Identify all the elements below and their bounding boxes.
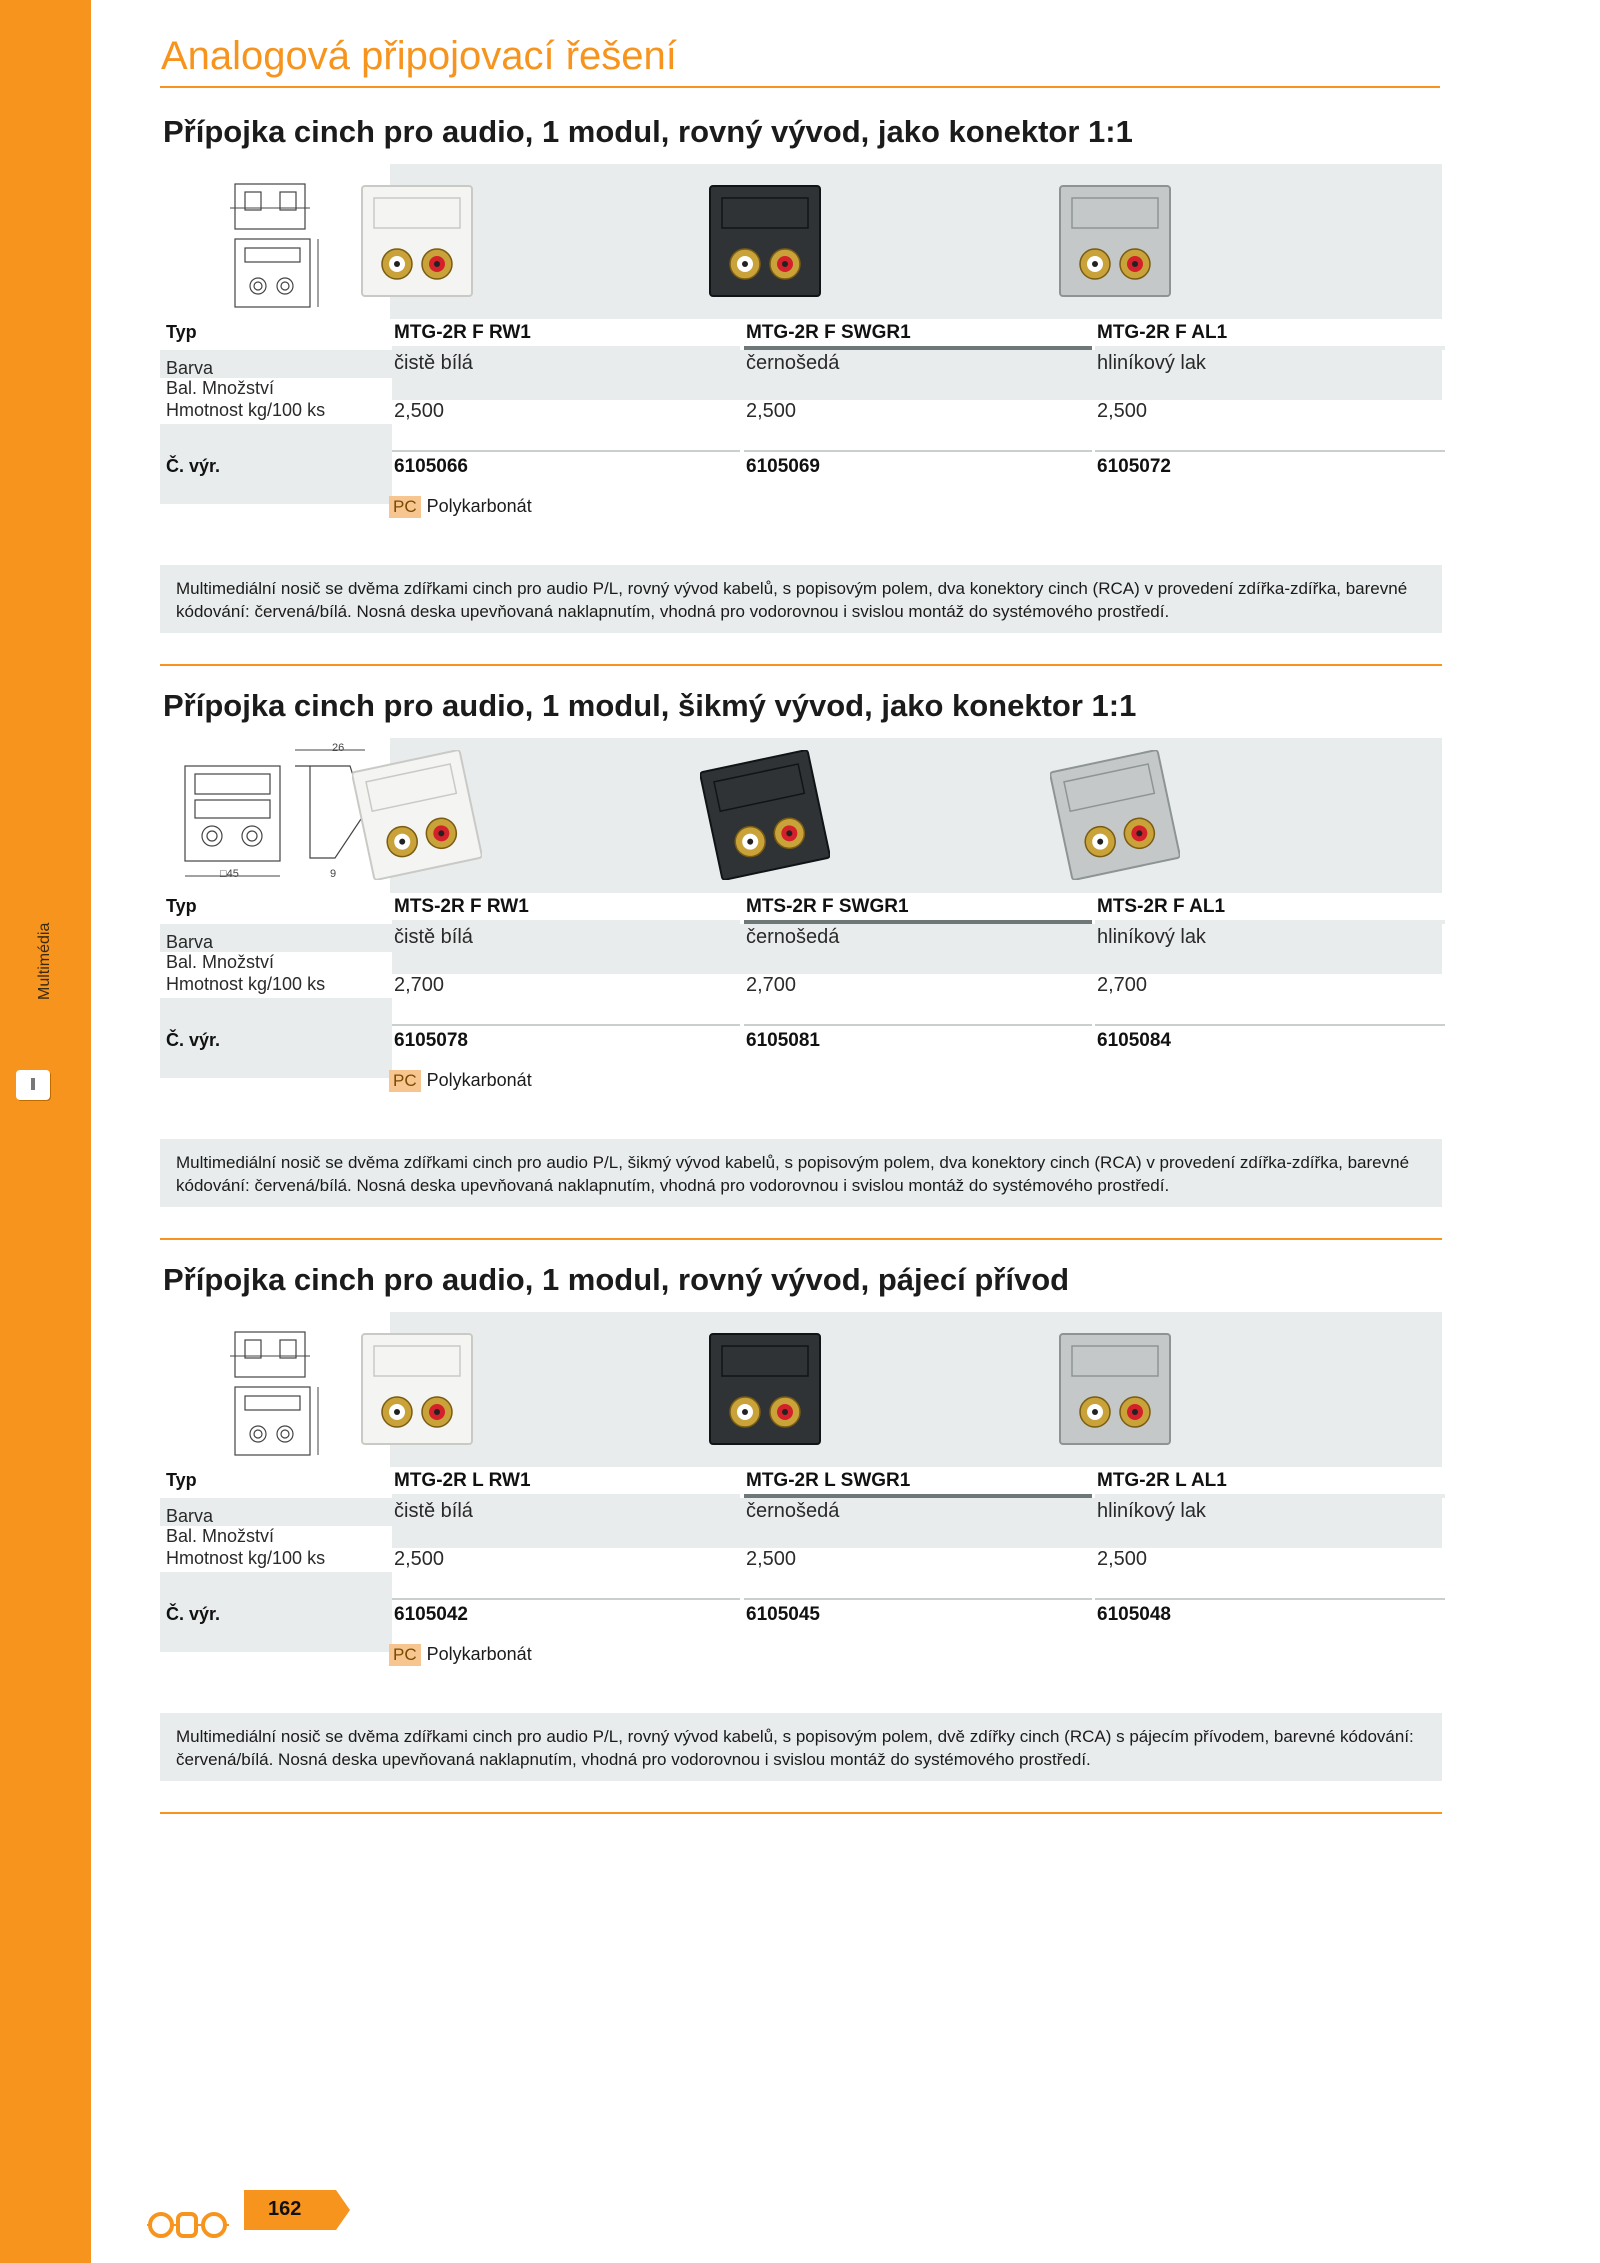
artno-label: Č. výr. (166, 456, 221, 476)
image-row (160, 738, 1442, 893)
spec-row-artno (160, 1604, 1442, 1630)
type-label: Typ (166, 1470, 197, 1490)
product-weight: 2,700 (1097, 974, 1148, 996)
page-number: 162 (268, 2198, 302, 2220)
article-number: 6105042 (394, 1604, 468, 1625)
product-weight: 2,500 (746, 1548, 797, 1570)
material-info (389, 1070, 532, 1092)
article-number: 6105069 (746, 456, 820, 477)
color-label: Barva (166, 932, 214, 952)
spec-row-type (160, 320, 1442, 346)
product-photo (700, 750, 830, 880)
type-label: Typ (166, 896, 197, 916)
product-photo (1050, 750, 1180, 880)
product-weight: 2,500 (746, 400, 797, 422)
label-column-shade (392, 1526, 1442, 1548)
weight-label: Hmotnost kg/100 ks (166, 1548, 326, 1568)
product-color: čistě bílá (394, 1500, 473, 1522)
artno-label: Č. výr. (166, 1604, 221, 1624)
spec-row-color (160, 350, 1442, 378)
article-number: 6105066 (394, 456, 468, 477)
page-title: Analogová připojovací řešení (161, 34, 677, 78)
image-row (160, 164, 1442, 319)
description-text: Multimediální nosič se dvěma zdířkami cinch pro audio P/L, šikmý vývod kabelů, s popisovým polem, dva konektory cinch (RCA) v provedení zdířka-zdířka, barevné kódování: červená/bílá. Nosná deska upevňovaná naklapnutím, vhodná pro vodorovnou i svislou montáž do systémového prostředí. (176, 1153, 1410, 1195)
multimedia-icon (16, 1070, 50, 1100)
product-type: MTS-2R F RW1 (394, 896, 529, 917)
product-photo (1050, 176, 1180, 306)
product-type: MTG-2R L SWGR1 (746, 1470, 911, 1491)
weight-label: Hmotnost kg/100 ks (166, 400, 326, 420)
title-rule (160, 86, 1440, 88)
artno-label: Č. výr. (166, 1030, 221, 1050)
product-weight: 2,500 (1097, 400, 1148, 422)
product-color: hliníkový lak (1097, 1500, 1206, 1522)
product-weight: 2,700 (746, 974, 797, 996)
material-code-badge: PC (389, 1644, 421, 1666)
artno-divider (1095, 1024, 1445, 1026)
obo-logo (147, 2211, 229, 2239)
product-color: černošedá (746, 352, 840, 374)
dimension-label: 26 (332, 742, 345, 754)
material-code-badge: PC (389, 1070, 421, 1092)
dimension-label: □45 (220, 868, 239, 880)
product-type: MTS-2R F SWGR1 (746, 896, 909, 917)
section-title: Přípojka cinch pro audio, 1 modul, rovný vývod, pájecí přívod (163, 1262, 1070, 1297)
weight-label: Hmotnost kg/100 ks (166, 974, 326, 994)
section-title: Přípojka cinch pro audio, 1 modul, rovný vývod, jako konektor 1:1 (163, 114, 1133, 149)
section-rule (160, 664, 1442, 666)
material-info (389, 496, 532, 518)
product-photo (352, 1324, 482, 1454)
spec-row-weight (160, 400, 1442, 424)
product-type: MTG-2R F SWGR1 (746, 322, 911, 343)
article-number: 6105078 (394, 1030, 468, 1051)
sidebar-strip (0, 0, 91, 2263)
product-photo (1050, 1324, 1180, 1454)
material-name: Polykarbonát (426, 1070, 532, 1090)
product-color: hliníkový lak (1097, 352, 1206, 374)
color-label: Barva (166, 1506, 214, 1526)
product-photo (352, 176, 482, 306)
product-photo (700, 176, 830, 306)
qty-label: Bal. Množství (166, 1526, 275, 1546)
description-box (160, 565, 1442, 633)
section-rule (160, 1238, 1442, 1240)
artno-divider (744, 1024, 1092, 1026)
description-text: Multimediální nosič se dvěma zdířkami cinch pro audio P/L, rovný vývod kabelů, s popisovým polem, dvě zdířky cinch (RCA) s pájecím přívodem, barevné kódování: červená/bílá. Nosná deska upevňovaná naklapnutím, vhodná pro vodorovnou i svislou montáž do systémového prostředí. (176, 1727, 1414, 1769)
spec-row-weight (160, 1548, 1442, 1572)
image-row (160, 1312, 1442, 1467)
description-box (160, 1713, 1442, 1781)
product-weight: 2,700 (394, 974, 445, 996)
artno-divider (744, 1598, 1092, 1600)
type-label: Typ (166, 322, 197, 342)
article-number: 6105072 (1097, 456, 1171, 477)
artno-divider (392, 1024, 740, 1026)
label-column-shade (392, 952, 1442, 974)
material-name: Polykarbonát (426, 1644, 532, 1664)
product-color: černošedá (746, 926, 840, 948)
product-type: MTS-2R F AL1 (1097, 896, 1226, 917)
section-title: Přípojka cinch pro audio, 1 modul, šikmý vývod, jako konektor 1:1 (163, 688, 1137, 723)
artno-divider (392, 450, 740, 452)
description-text: Multimediální nosič se dvěma zdířkami cinch pro audio P/L, rovný vývod kabelů, s popisovým polem, dva konektory cinch (RCA) v provedení zdířka-zdířka, barevné kódování: červená/bílá. Nosná deska upevňovaná naklapnutím, vhodná pro vodorovnou i svislou montáž do systémového prostředí. (176, 579, 1408, 621)
dimension-label: 9 (330, 868, 337, 880)
product-color: hliníkový lak (1097, 926, 1206, 948)
artno-divider (1095, 1598, 1445, 1600)
product-weight: 2,500 (394, 400, 445, 422)
spec-row-artno (160, 456, 1442, 482)
artno-divider (392, 1598, 740, 1600)
product-type: MTG-2R F AL1 (1097, 322, 1228, 343)
qty-label: Bal. Množství (166, 378, 275, 398)
product-weight: 2,500 (1097, 1548, 1148, 1570)
spec-row-artno (160, 1030, 1442, 1056)
product-type: MTG-2R F RW1 (394, 322, 531, 343)
material-name: Polykarbonát (426, 496, 532, 516)
qty-label: Bal. Množství (166, 952, 275, 972)
sidebar-label: Multimédia (36, 922, 53, 1000)
product-photo (700, 1324, 830, 1454)
artno-divider (1095, 450, 1445, 452)
product-color: čistě bílá (394, 352, 473, 374)
spec-row-type (160, 894, 1442, 920)
spec-row-color (160, 1498, 1442, 1526)
article-number: 6105045 (746, 1604, 820, 1625)
product-type: MTG-2R L RW1 (394, 1470, 531, 1491)
spec-row-weight (160, 974, 1442, 998)
article-number: 6105084 (1097, 1030, 1171, 1051)
color-label: Barva (166, 358, 214, 378)
label-column-shade (392, 378, 1442, 400)
article-number: 6105081 (746, 1030, 820, 1051)
product-weight: 2,500 (394, 1548, 445, 1570)
spec-row-type (160, 1468, 1442, 1494)
product-photo (352, 750, 482, 880)
product-type: MTG-2R L AL1 (1097, 1470, 1227, 1491)
section-rule (160, 1812, 1442, 1814)
description-box (160, 1139, 1442, 1207)
artno-divider (744, 450, 1092, 452)
article-number: 6105048 (1097, 1604, 1171, 1625)
spec-row-color (160, 924, 1442, 952)
material-info (389, 1644, 532, 1666)
material-code-badge: PC (389, 496, 421, 518)
product-color: čistě bílá (394, 926, 473, 948)
product-color: černošedá (746, 1500, 840, 1522)
